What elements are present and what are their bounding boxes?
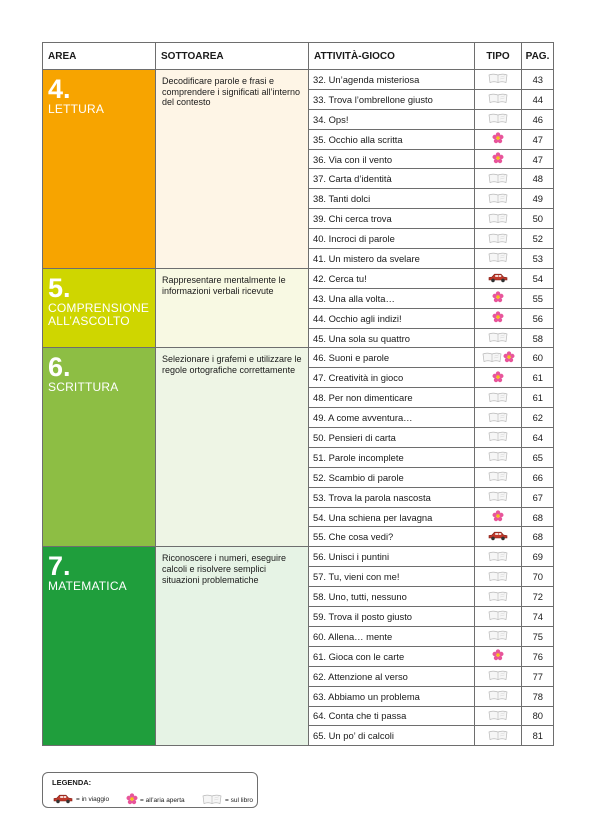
activity-type: [475, 368, 522, 388]
activity-title: 44. Occhio agli indizi!: [309, 308, 475, 328]
book-icon: [487, 450, 509, 464]
activity-type: [475, 487, 522, 507]
area-number: 5.: [48, 272, 71, 303]
activity-title: 35. Occhio alla scritta: [309, 129, 475, 149]
activity-title: 62. Attenzione al verso: [309, 666, 475, 686]
legend: [42, 772, 258, 808]
legend-label: = in viaggio: [76, 796, 110, 803]
activity-title: 49. A come avventura…: [309, 408, 475, 428]
activity-title: 41. Un mistero da svelare: [309, 249, 475, 269]
area-name: MATEMATICA: [48, 579, 127, 594]
activity-type: [475, 209, 522, 229]
activity-type: [475, 70, 522, 90]
activity-type: [475, 626, 522, 646]
activity-type: [475, 607, 522, 627]
activity-type: [475, 646, 522, 666]
activity-page: 69: [522, 547, 554, 567]
activity-page: 49: [522, 189, 554, 209]
activity-page: 72: [522, 587, 554, 607]
activity-page: 43: [522, 70, 554, 90]
book-icon: [487, 391, 509, 405]
activity-page: 47: [522, 129, 554, 149]
subarea-cell: Decodificare parole e frasi e comprendere i significati all’interno del contesto: [156, 70, 309, 269]
flower-icon: [126, 793, 138, 807]
activity-type: [475, 527, 522, 547]
legend-title: LEGENDA:: [52, 778, 92, 787]
area-cell: [43, 547, 156, 746]
activity-title: 61. Gioca con le carte: [309, 646, 475, 666]
activity-page: 65: [522, 447, 554, 467]
activity-page: 54: [522, 268, 554, 288]
subarea-cell: Selezionare i grafemi e utilizzare le regole ortografiche correttamente: [156, 348, 309, 547]
activity-type: [475, 328, 522, 348]
area-cell: [43, 348, 156, 547]
area-number: 4.: [48, 74, 71, 104]
activity-title: 64. Conta che ti passa: [309, 706, 475, 726]
activity-title: 58. Uno, tutti, nessuno: [309, 587, 475, 607]
book-icon: [487, 669, 509, 683]
book-icon: [481, 351, 503, 365]
car-icon: [487, 272, 509, 285]
book-icon: [487, 470, 509, 484]
activity-title: 45. Una sola su quattro: [309, 328, 475, 348]
book-icon: [487, 112, 509, 126]
activity-title: 40. Incroci di parole: [309, 229, 475, 249]
activity-page: 81: [522, 726, 554, 746]
activity-type: [475, 149, 522, 169]
activity-title: 42. Cerca tu!: [309, 268, 475, 288]
activity-title: 55. Che cosa vedi?: [309, 527, 475, 547]
table-header-row: [43, 43, 554, 70]
activity-type: [475, 507, 522, 527]
book-icon: [487, 490, 509, 504]
activity-type: [475, 249, 522, 269]
activity-type: [475, 666, 522, 686]
book-icon: [487, 550, 509, 564]
book-icon: [487, 709, 509, 723]
table-body: [43, 70, 554, 746]
activity-title: 56. Unisci i puntini: [309, 547, 475, 567]
activity-title: 46. Suoni e parole: [309, 348, 475, 368]
book-icon: [487, 251, 509, 265]
flower-icon: [492, 371, 504, 385]
activity-page: 61: [522, 388, 554, 408]
activity-title: 54. Una schiena per lavagna: [309, 507, 475, 527]
flower-icon: [492, 152, 504, 166]
area-name: LETTURA: [48, 102, 105, 116]
activity-title: 38. Tanti dolci: [309, 189, 475, 209]
area-cell: [43, 268, 156, 348]
activity-title: 32. Un’agenda misteriosa: [309, 70, 475, 90]
activity-type: [475, 308, 522, 328]
table-row: [43, 70, 554, 90]
book-icon: [487, 590, 509, 604]
area-number: 7.: [48, 551, 71, 582]
activity-type: [475, 268, 522, 288]
activity-page: 68: [522, 507, 554, 527]
activity-type: [475, 447, 522, 467]
activity-page: 62: [522, 408, 554, 428]
book-icon: [487, 689, 509, 703]
flower-icon: [492, 132, 504, 146]
activity-page: 68: [522, 527, 554, 547]
book-icon: [487, 212, 509, 226]
activity-type: [475, 89, 522, 109]
flower-icon: [492, 291, 504, 305]
activity-type: [475, 229, 522, 249]
activity-type: [475, 726, 522, 746]
activity-type: [475, 288, 522, 308]
activity-title: 50. Pensieri di carta: [309, 428, 475, 448]
book-icon: [487, 172, 509, 186]
book-icon: [487, 570, 509, 584]
activity-type: [475, 109, 522, 129]
activity-page: 75: [522, 626, 554, 646]
activity-title: 39. Chi cerca trova: [309, 209, 475, 229]
activity-title: 34. Ops!: [309, 109, 475, 129]
activity-title: 63. Abbiamo un problema: [309, 686, 475, 706]
car-icon: [487, 530, 509, 543]
activity-title: 47. Creatività in gioco: [309, 368, 475, 388]
subarea-cell: Riconoscere i numeri, eseguire calcoli e risolvere semplici situazioni problematiche: [156, 547, 309, 746]
activities-table: [42, 42, 554, 746]
activity-page: 80: [522, 706, 554, 726]
book-icon: [487, 232, 509, 246]
table-row: [43, 547, 554, 567]
legend-item-flower: [126, 793, 185, 807]
activity-page: 67: [522, 487, 554, 507]
table-row: [43, 268, 554, 288]
activity-type: [475, 587, 522, 607]
activity-type: [475, 388, 522, 408]
activity-type: [475, 129, 522, 149]
subarea-cell: Rappresentare mentalmente le informazioni verbali ricevute: [156, 268, 309, 348]
activity-title: 33. Trova l’ombrellone giusto: [309, 89, 475, 109]
activity-title: 65. Un po’ di calcoli: [309, 726, 475, 746]
header-area: AREA: [43, 43, 156, 70]
activity-page: 46: [522, 109, 554, 129]
activity-page: 56: [522, 308, 554, 328]
activity-title: 43. Una alla volta…: [309, 288, 475, 308]
area-name: COMPRENSIONE ALL’ASCOLTO: [48, 300, 150, 328]
activity-page: 48: [522, 169, 554, 189]
header-tipo: TIPO: [475, 43, 522, 70]
activity-page: 76: [522, 646, 554, 666]
flower-icon: [492, 311, 504, 325]
header-attivita: ATTIVITÀ-GIOCO: [309, 43, 475, 70]
book-icon: [487, 430, 509, 444]
flower-icon: [503, 351, 515, 365]
book-icon: [487, 609, 509, 623]
activity-page: 70: [522, 567, 554, 587]
activity-title: 53. Trova la parola nascosta: [309, 487, 475, 507]
book-icon: [487, 192, 509, 206]
activity-title: 36. Via con il vento: [309, 149, 475, 169]
activity-page: 78: [522, 686, 554, 706]
activity-title: 37. Carta d’identità: [309, 169, 475, 189]
activity-page: 64: [522, 428, 554, 448]
activity-type: [475, 428, 522, 448]
activity-title: 60. Allena… mente: [309, 626, 475, 646]
book-icon: [201, 793, 223, 807]
table-row: [43, 348, 554, 368]
area-cell: [43, 70, 156, 269]
legend-label: = all’aria aperta: [140, 796, 185, 804]
activity-title: 59. Trova il posto giusto: [309, 607, 475, 627]
activity-page: 50: [522, 209, 554, 229]
legend-item-car: [52, 793, 109, 806]
activity-page: 58: [522, 328, 554, 348]
activity-page: 53: [522, 249, 554, 269]
activity-title: 52. Scambio di parole: [309, 467, 475, 487]
header-sottoarea: SOTTOAREA: [156, 43, 309, 70]
activity-title: 57. Tu, vieni con me!: [309, 567, 475, 587]
area-number: 6.: [48, 352, 71, 383]
book-icon: [487, 411, 509, 425]
activity-page: 61: [522, 368, 554, 388]
book-icon: [487, 629, 509, 643]
legend-label: = sul libro: [225, 796, 253, 804]
flower-icon: [492, 510, 504, 524]
flower-icon: [492, 649, 504, 663]
activity-page: 77: [522, 666, 554, 686]
activity-type: [475, 567, 522, 587]
activity-title: 48. Per non dimenticare: [309, 388, 475, 408]
book-icon: [487, 72, 509, 86]
activity-page: 44: [522, 89, 554, 109]
car-icon: [52, 793, 74, 806]
activity-type: [475, 348, 522, 368]
activity-page: 52: [522, 229, 554, 249]
activity-type: [475, 467, 522, 487]
activity-type: [475, 686, 522, 706]
book-icon: [487, 92, 509, 106]
activity-type: [475, 706, 522, 726]
activity-page: 47: [522, 149, 554, 169]
activity-page: 60: [522, 348, 554, 368]
activity-type: [475, 408, 522, 428]
legend-item-book: [201, 793, 253, 807]
activity-title: 51. Parole incomplete: [309, 447, 475, 467]
activity-type: [475, 547, 522, 567]
header-pag: PAG.: [522, 43, 554, 70]
activity-type: [475, 169, 522, 189]
book-icon: [487, 331, 509, 345]
activity-page: 55: [522, 288, 554, 308]
area-name: SCRITTURA: [48, 380, 119, 395]
activity-page: 66: [522, 467, 554, 487]
book-icon: [487, 729, 509, 743]
activity-page: 74: [522, 607, 554, 627]
activity-type: [475, 189, 522, 209]
